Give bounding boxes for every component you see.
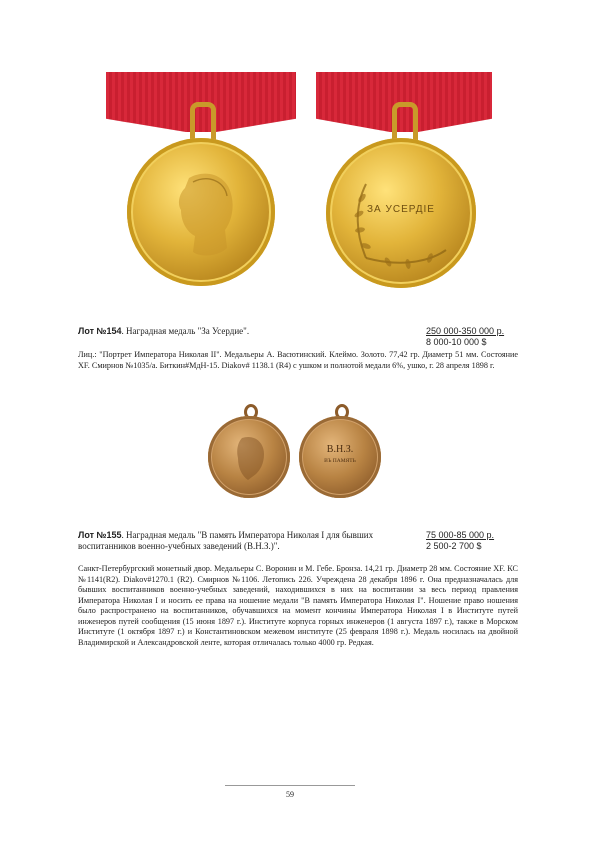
lot155-price	[426, 530, 516, 552]
reverse-legend-monogram: В.Н.З.	[326, 444, 354, 455]
lot155-title	[78, 530, 408, 552]
lot154-price-rub: 250 000-350 000 р.	[426, 326, 505, 336]
lot155-obverse-photo	[205, 404, 295, 522]
lot154-price-usd: 8 000-10 000 $	[426, 337, 487, 347]
gold-medal-obverse	[127, 138, 275, 286]
lot154-price	[426, 326, 516, 348]
footer-rule	[225, 785, 355, 786]
lot155-title-text: . Наградная медаль "В память Императора Николая I для бывших воспитанников военно-учебных заведений (В.Н.З.)".	[78, 530, 374, 551]
lot154-obverse-photo	[106, 72, 296, 322]
bronze-medal-obverse	[208, 416, 290, 498]
lot154-title-text: . Наградная медаль "За Усердие".	[121, 326, 250, 336]
reverse-legend-text: ВЪ ПАМЯТЬ	[324, 458, 356, 464]
gold-medal-reverse	[326, 138, 476, 288]
lot155-price-usd: 2 500-2 700 $	[426, 541, 482, 551]
reverse-legend: ЗА УСЕРДІЕ	[367, 204, 435, 215]
bronze-medal-reverse	[299, 416, 381, 498]
lot155-description: Санкт-Петербургский монетный двор. Медальеры С. Воронин и М. Гебе. Бронза. 14,21 гр. Диаметр 28 мм. Состояние XF. КС №1141(R2). Diakov#1270.1 (R2). Смирнов №1106. Летопись 226. Учреждена 28 декабря 1896 г. Она предназначалась для бывших воспитанников военно-учебных заведений, находившихся в них на воспитании за весь период правления Императора Николая I и носить ее права на ношение медали "В память Императора Николая I". Ношение право ношения было распространено на воспитанников, обучавшихся на момент кончины Императора Николая I в Институте путей инженеров путей сообщения (15 июня 1897 г.). Институте корпуса горных инженеров (1 августа 1897 г.), также в Морском Институте (1 октября 1897 г.) и Константиновском межевом институте (25 февраля 1898 г.). Медаль носилась на двойной Владимирской и Александровской ленте, которая отличалась только 4000 гр. Редкая.	[78, 564, 518, 647]
lot154-reverse-photo	[316, 72, 492, 322]
lot154-description: Лиц.: "Портрет Императора Николая II". Медальеры А. Васютинский. Клеймо. Золото. 77,42 гр. Диаметр 51 мм. Состояние XF. Смирнов №1035/а. Биткин#МдН-15. Diakov# 1138.1 (R4) с ушком и полнотой медали 6%, ушко, г. 28 апреля 1898 г.	[78, 350, 518, 370]
page-number: 59	[286, 790, 294, 799]
lot154-title	[78, 326, 408, 337]
lot155-number: Лот №155	[78, 530, 122, 540]
lot155-price-rub: 75 000-85 000 р.	[426, 530, 495, 540]
lot154-number: Лот №154	[78, 326, 122, 336]
lot155-reverse-photo	[296, 404, 386, 522]
